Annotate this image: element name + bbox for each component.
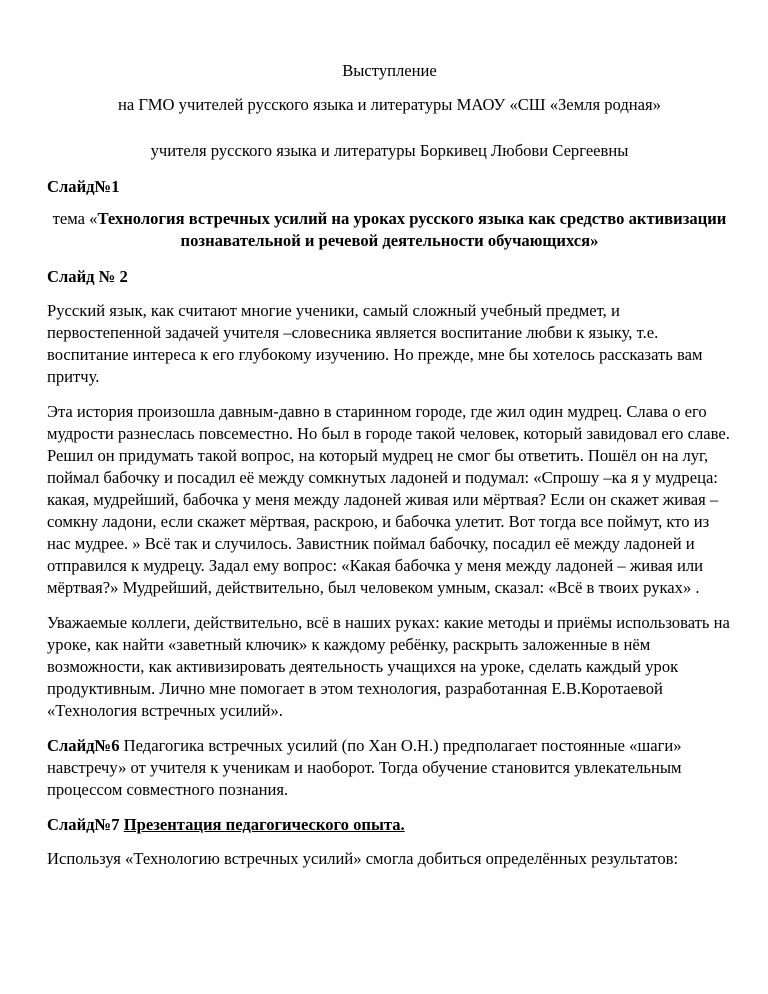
slide1-heading: Слайд№1 bbox=[47, 177, 120, 196]
slide6-paragraph bbox=[47, 735, 732, 801]
slide7-heading-line bbox=[47, 814, 732, 836]
document-title: Выступление bbox=[342, 61, 437, 80]
slide2-paragraph-1: Русский язык, как считают многие ученики, самый сложный учебный предмет, и первостепенной задачей учителя –словесника является воспитание любви к языку, т.е. воспитание интереса к его глубокому изучению. Но прежде, мне бы хотелось рассказать вам притчу. bbox=[47, 301, 703, 386]
slide2-paragraph-3: Уважаемые коллеги, действительно, всё в наших руках: какие методы и приёмы использовать на уроке, как найти «заветный ключик» к каждому ребёнку, раскрыть заложенные в нём возможности, как активизировать деятельность учащихся на уроке, сделать каждый урок продуктивным. Лично мне помогает в этом технология, разработанная Е.В.Коротаевой «Технология встречных усилий». bbox=[47, 613, 730, 720]
slide7-paragraph: Используя «Технологию встречных усилий» смогла добиться определённых результатов: bbox=[47, 849, 679, 868]
author-line: учителя русского языка и литературы Боркивец Любови Сергеевны bbox=[150, 141, 629, 160]
slide1-theme bbox=[47, 208, 732, 252]
slide6-heading: Слайд№6 bbox=[47, 736, 120, 755]
slide6-text: Педагогика встречных усилий (по Хан О.Н.) предполагает постоянные «шаги» навстречу» от учителя к ученикам и наоборот. Тогда обучение становится увлекательным процессом совместного познания. bbox=[47, 736, 682, 799]
slide2-heading: Слайд № 2 bbox=[47, 267, 128, 286]
document-page bbox=[47, 60, 732, 883]
slide7-heading: Слайд№7 bbox=[47, 815, 120, 834]
slide7-subheading: Презентация педагогического опыта. bbox=[123, 815, 405, 834]
theme-title: Технология встречных усилий на уроках русского языка как средство активизации познавательной и речевой деятельности обучающихся» bbox=[97, 209, 727, 250]
event-line: на ГМО учителей русского языка и литературы МАОУ «СШ «Земля родная» bbox=[118, 95, 661, 114]
slide2-paragraph-parable: Эта история произошла давным-давно в старинном городе, где жил один мудрец. Слава о его мудрости разнеслась повсеместно. Но был в городе такой человек, который завидовал его славе. Решил он придумать такой вопрос, на который мудрец не смог бы ответить. Пошёл он на луг, поймал бабочку и посадил её между сомкнутых ладоней и подумал: «Спрошу –ка я у мудреца: какая, мудрейший, бабочка у меня между ладоней живая или мёртвая? Если он скажет живая – сомкну ладони, если скажет мёртвая, раскрою, и бабочка улетит. Вот тогда все поймут, кто из нас мудрее. » Всё так и случилось. Завистник поймал бабочку, посадил её между ладоней и отправился к мудрецу. Задал ему вопрос: «Какая бабочка у меня между ладоней – живая или мёртвая?» Мудрейший, действительно, был человеком умным, сказал: «Всё в твоих руках» . bbox=[47, 402, 730, 597]
theme-prefix: тема « bbox=[52, 209, 98, 228]
